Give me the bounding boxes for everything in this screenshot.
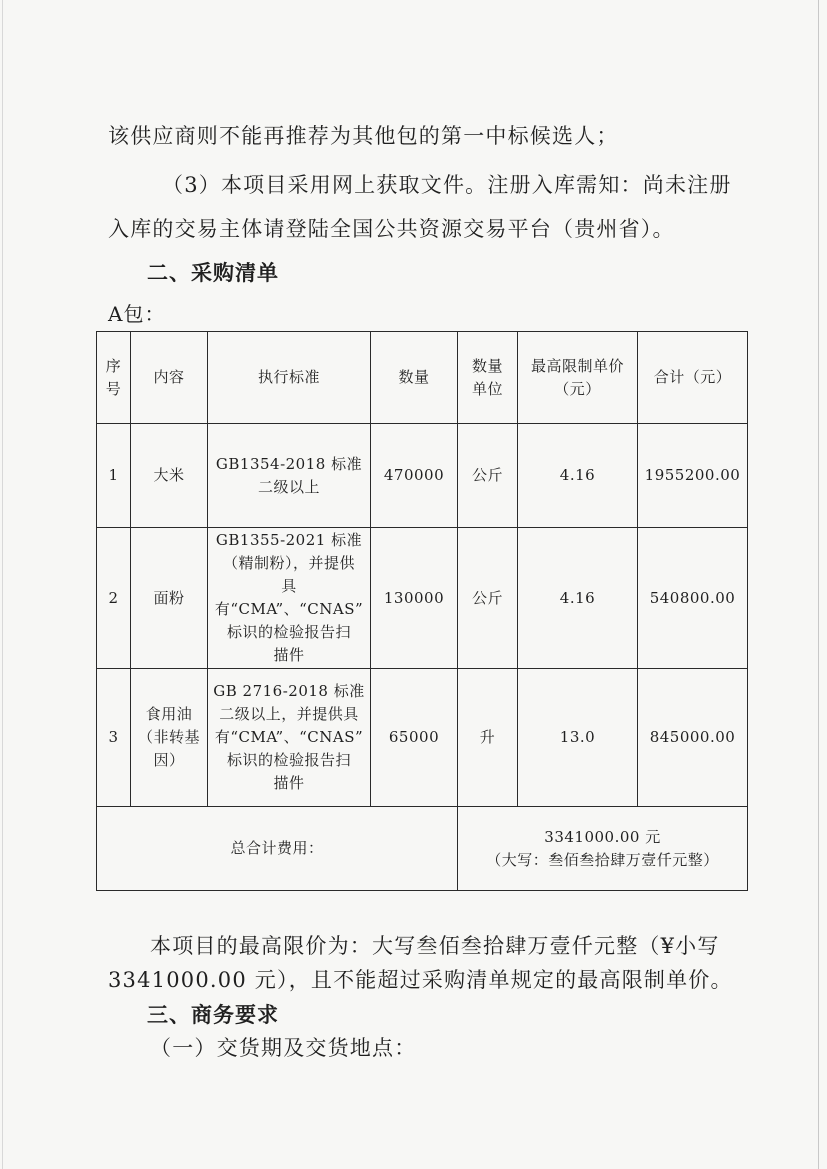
row-standard: GB1355-2021 标准 （精制粉），并提供 具有“CMA”、“CNAS” 标识的检验报告扫 描件: [208, 528, 371, 669]
max-price-line-1: 本项目的最高限价为：大写叁佰叁拾肆万壹仟元整（¥小写: [150, 934, 720, 958]
row-quantity: 130000: [371, 528, 458, 669]
row-price: 4.16: [518, 528, 638, 669]
header-max-price: 最高限制单价 （元）: [518, 332, 638, 424]
summary-amount: 3341000.00 元 （大写：叁佰叁拾肆万壹仟元整）: [458, 807, 748, 891]
page-edge: [818, 0, 819, 1169]
row-standard: GB 2716-2018 标准 二级以上，并提供具 有“CMA”、“CNAS” 标识的检验报告扫 描件: [208, 669, 371, 807]
row-quantity: 470000: [371, 424, 458, 528]
table-row: [97, 528, 748, 669]
header-total: 合计（元）: [638, 332, 748, 424]
row-content: 面粉: [131, 528, 208, 669]
package-label: A包：: [108, 302, 166, 326]
table-row: [97, 424, 748, 528]
section-heading-business: 三、商务要求: [147, 1003, 279, 1027]
table-header-row: [97, 332, 748, 424]
header-standard: 执行标准: [208, 332, 371, 424]
summary-label: 总合计费用：: [97, 807, 458, 891]
row-price: 13.0: [518, 669, 638, 807]
row-unit: 公斤: [458, 528, 518, 669]
row-standard: GB1354-2018 标准 二级以上: [208, 424, 371, 528]
intro-line-3: 入库的交易主体请登陆全国公共资源交易平台（贵州省）。: [108, 217, 675, 241]
header-quantity: 数量: [371, 332, 458, 424]
row-seq: 1: [97, 424, 131, 528]
row-quantity: 65000: [371, 669, 458, 807]
row-total: 540800.00: [638, 528, 748, 669]
intro-line-1: 该供应商则不能再推荐为其他包的第一中标候选人；: [108, 124, 619, 148]
row-total: 1955200.00: [638, 424, 748, 528]
table-summary-row: [97, 807, 748, 891]
section-heading-procurement-list: 二、采购清单: [147, 261, 279, 285]
row-unit: 升: [458, 669, 518, 807]
row-content: 食用油 （非转基 因）: [131, 669, 208, 807]
max-price-line-2: 3341000.00 元），且不能超过采购清单规定的最高限制单价。: [108, 968, 733, 992]
row-content: 大米: [131, 424, 208, 528]
row-unit: 公斤: [458, 424, 518, 528]
intro-line-2: （3）本项目采用网上获取文件。注册入库需知：尚未注册: [162, 173, 732, 197]
row-total: 845000.00: [638, 669, 748, 807]
header-unit: 数量 单位: [458, 332, 518, 424]
header-content: 内容: [131, 332, 208, 424]
procurement-table: [96, 331, 748, 891]
page-edge: [2, 0, 3, 1169]
table-row: [97, 669, 748, 807]
row-seq: 2: [97, 528, 131, 669]
subsection-delivery: （一）交货期及交货地点：: [150, 1036, 417, 1060]
row-price: 4.16: [518, 424, 638, 528]
header-seq: 序 号: [97, 332, 131, 424]
row-seq: 3: [97, 669, 131, 807]
